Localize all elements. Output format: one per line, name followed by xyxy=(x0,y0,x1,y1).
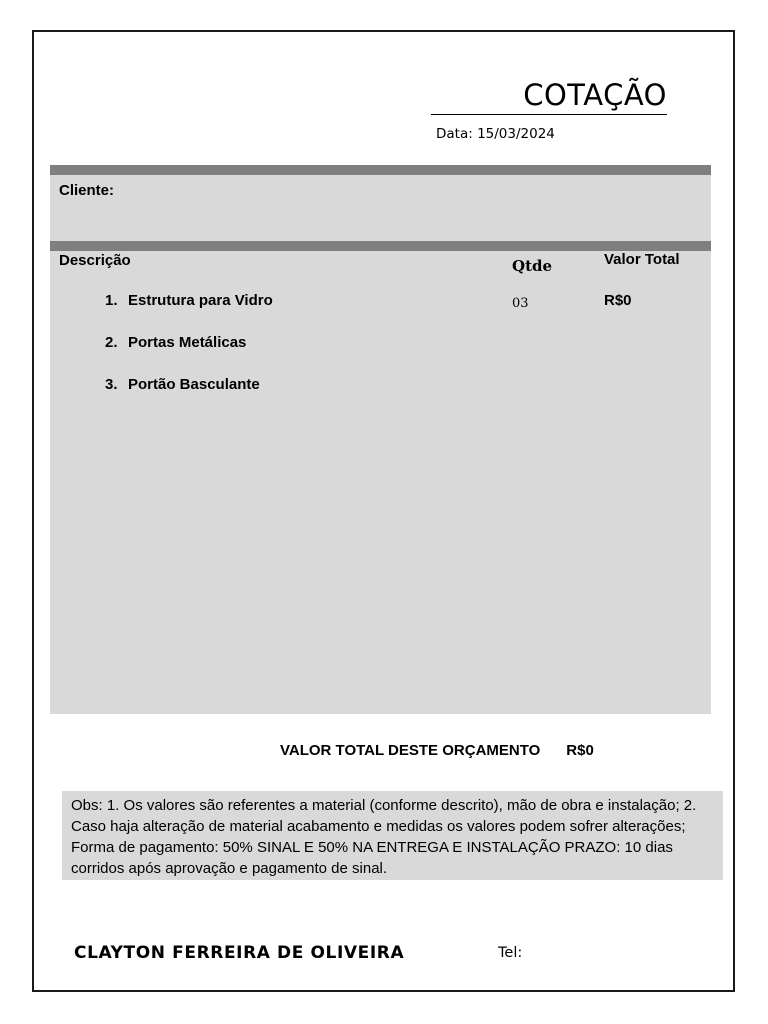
items-header-bar xyxy=(50,241,711,251)
signer-name: CLAYTON FERREIRA DE OLIVEIRA xyxy=(74,943,405,963)
item-quantity: 03 xyxy=(512,296,529,311)
budget-total-value: R$0 xyxy=(566,742,594,759)
list-item xyxy=(105,292,273,309)
column-header-total-value: Valor Total xyxy=(604,251,680,268)
notes-text: Obs: 1. Os valores são referentes a material (conforme descrito), mão de obra e instalação; 2. Caso haja alteração de material acabamento e medidas os valores podem sofrer alterações; Forma de pagamento: 50% SINAL E 50% NA ENTREGA E INSTALAÇÃO PRAZO: 10 dias corridos após aprovação e pagamento de sinal. xyxy=(71,797,697,877)
items-table xyxy=(50,251,711,714)
phone-label: Tel: xyxy=(498,945,523,961)
client-header-bar xyxy=(50,165,711,175)
budget-total xyxy=(280,742,594,759)
list-item xyxy=(105,334,246,351)
document-date: Data: 15/03/2024 xyxy=(436,126,555,142)
item-number: 2. xyxy=(105,334,118,351)
client-label: Cliente: xyxy=(59,182,115,199)
client-section xyxy=(50,175,711,241)
column-header-quantity: Qtde xyxy=(512,257,553,275)
item-number: 1. xyxy=(105,292,118,309)
item-description: Portão Basculante xyxy=(128,376,260,393)
document-title: COTAÇÃO xyxy=(431,76,667,115)
list-item xyxy=(105,376,260,393)
column-header-description: Descrição xyxy=(59,252,131,269)
budget-total-label: VALOR TOTAL DESTE ORÇAMENTO xyxy=(280,742,541,759)
item-description: Estrutura para Vidro xyxy=(128,292,273,309)
notes-box xyxy=(62,791,723,880)
item-total-value: R$0 xyxy=(604,292,632,309)
item-number: 3. xyxy=(105,376,118,393)
item-description: Portas Metálicas xyxy=(128,334,247,351)
